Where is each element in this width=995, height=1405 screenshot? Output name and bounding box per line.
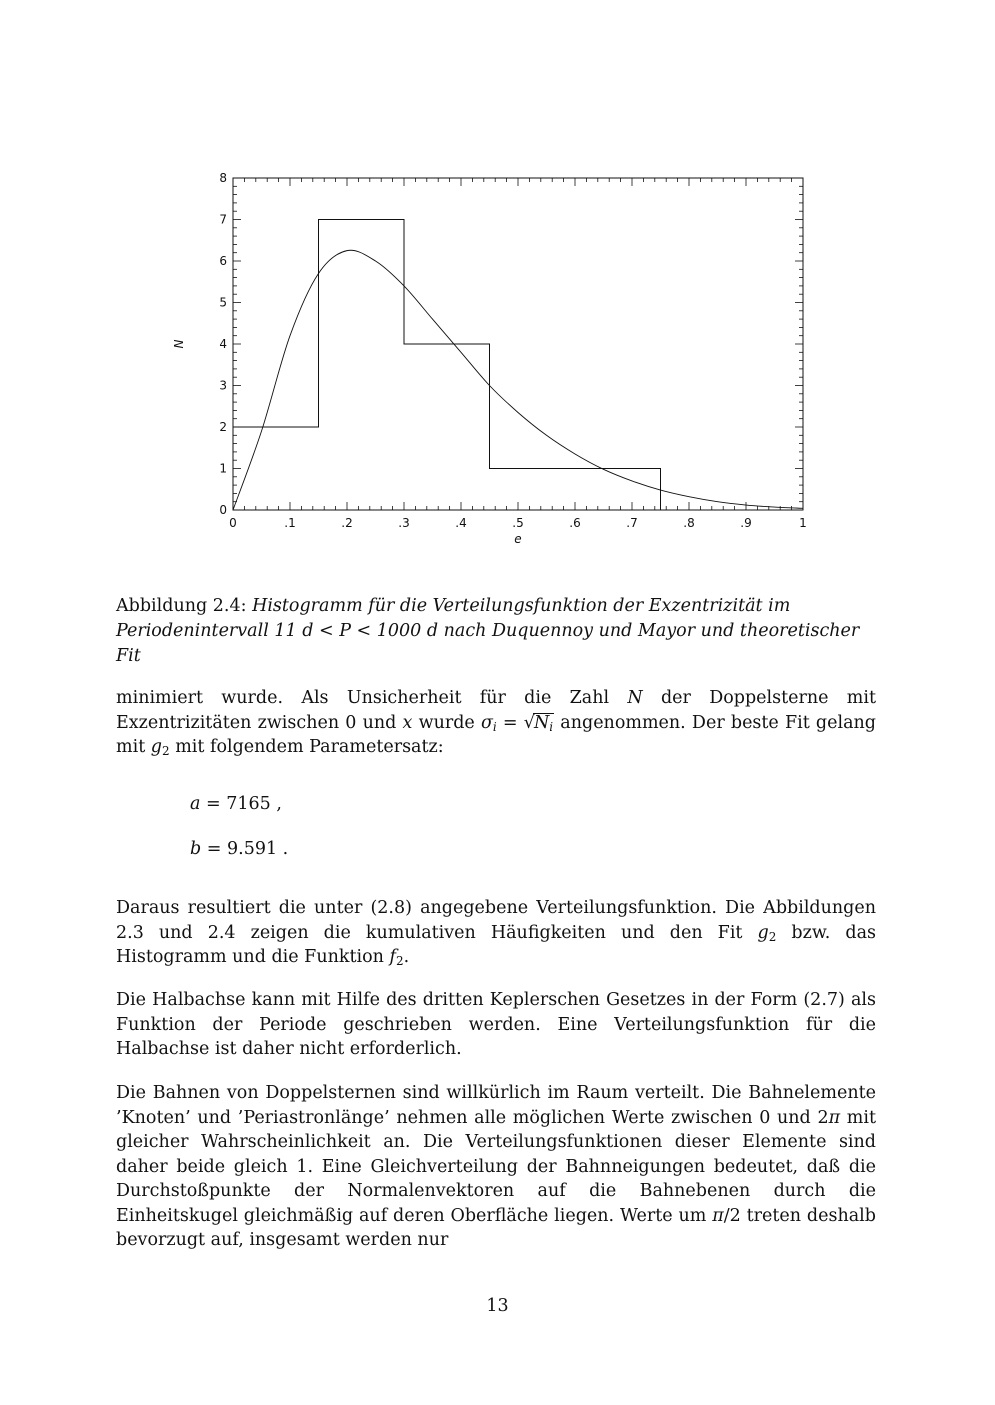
p1-math-sigma-sub: i xyxy=(492,719,497,734)
y-tick-label: 4 xyxy=(219,337,227,351)
p2-text-1: Daraus resultiert die unter (2.8) angegebene Verteilungsfunktion. Die Abbildungen 2.3 und 2.4 zeigen die kumulativen Häufigkeiten und den Fit xyxy=(116,898,876,943)
paragraph-3: Die Halbachse kann mit Hilfe des dritten Keplerschen Gesetzes in der Form (2.7) als Funktion der Periode geschrieben werden. Eine Verteilungsfunktion für die Halbachse ist daher nicht erforderlich. xyxy=(116,990,876,1059)
x-tick-label: .3 xyxy=(398,516,410,530)
p4-text-3: /2 treten deshalb bevorzugt auf, insgesamt werden nur xyxy=(116,1205,876,1250)
sqrt-body xyxy=(533,713,554,732)
p4-math-pi-1: π xyxy=(828,1107,841,1128)
x-tick-label: .5 xyxy=(512,516,524,530)
y-tick-label: 6 xyxy=(219,254,227,268)
p1-math-x: x xyxy=(402,712,413,733)
p1-text-4: = xyxy=(496,712,524,733)
x-tick-label: .9 xyxy=(740,516,752,530)
p1-math-sigma: σ xyxy=(480,712,493,733)
p2-math-f-sub: 2 xyxy=(395,954,404,968)
p1-text-2: der Doppelsterne mit Exzentrizitäten zwischen 0 und xyxy=(116,688,876,733)
p1-math-Ni: N xyxy=(533,712,550,733)
x-tick-label: .7 xyxy=(626,516,638,530)
equation-a xyxy=(190,794,282,814)
y-axis-label: N xyxy=(172,339,186,349)
x-tick-label: .6 xyxy=(569,516,581,530)
caption-label: Abbildung 2.4: xyxy=(116,596,247,616)
p4-math-pi-2: π xyxy=(712,1205,724,1226)
p2-math-g: g xyxy=(757,922,769,943)
eq-b-rest: = 9.591 . xyxy=(201,839,289,859)
x-tick-label: .4 xyxy=(455,516,467,530)
p2-text-2: bzw. das Histogramm und die Funktion xyxy=(116,922,876,967)
p2-math-g-sub: 2 xyxy=(768,929,777,944)
p1-text-3: wurde xyxy=(412,712,481,733)
p1-text-5: angenommen. Der beste Fit gelang mit xyxy=(116,712,876,757)
histogram-figure xyxy=(165,165,825,555)
y-tick-label: 2 xyxy=(219,420,227,434)
p2-math-f: f xyxy=(389,947,396,967)
y-tick-label: 0 xyxy=(219,503,227,517)
paragraph-1 xyxy=(116,686,876,760)
y-tick-label: 7 xyxy=(219,212,227,227)
eq-b-var: b xyxy=(190,839,202,859)
y-tick-label: 1 xyxy=(219,461,227,476)
p4-text-2: mit gleicher Wahrscheinlichkeit an. Die Verteilungsfunktionen dieser Elemente sind daher beide gleich 1. Eine Gleichverteilung der Bahnneigungen bedeutet, daß die Durchstoßpunkte der Normalenvektoren auf die Bahnebenen durch die Einheitskugel gleichmäßig auf deren Oberfläche liegen. Werte um xyxy=(116,1107,876,1226)
y-tick-label: 3 xyxy=(219,378,227,393)
x-axis-label: e xyxy=(514,532,522,546)
p1-math-g-sub: 2 xyxy=(162,744,170,758)
paragraph-2 xyxy=(116,896,876,970)
p1-math-N: N xyxy=(627,688,643,708)
p1-text-6: mit folgendem Parametersatz: xyxy=(169,737,444,757)
y-tick-label: 5 xyxy=(219,295,227,310)
p1-math-Ni-sub: i xyxy=(549,719,554,734)
x-tick-label: .8 xyxy=(683,516,695,530)
y-tick-label: 8 xyxy=(219,171,227,185)
histogram-bars xyxy=(233,220,661,511)
paragraph-4 xyxy=(116,1081,876,1253)
sqrt-sign: √ xyxy=(523,712,535,733)
p1-math-g: g xyxy=(150,737,162,757)
figure-caption xyxy=(116,594,876,669)
x-tick-label: .2 xyxy=(341,516,353,530)
eq-a-rest: = 7165 , xyxy=(200,794,282,814)
x-tick-label: 1 xyxy=(799,516,807,530)
p2-text-3: . xyxy=(403,947,410,967)
page-number: 13 xyxy=(486,1296,509,1316)
caption-text: Histogramm für die Verteilungsfunktion der Exzentrizität im Periodenintervall 11 d < P < 1000 d nach Duquennoy und Mayor und theoretischer Fit xyxy=(116,596,860,666)
equation-b xyxy=(190,839,288,859)
p4-text-1: Die Bahnen von Doppelsternen sind willkürlich im Raum verteilt. Die Bahnelemente ’Knoten’ und ’Periastronlänge’ nehmen alle möglichen Werte zwischen 0 und 2 xyxy=(116,1083,876,1128)
x-tick-label: .1 xyxy=(284,516,296,530)
x-tick-label: 0 xyxy=(229,516,237,530)
eq-a-var: a xyxy=(190,794,201,814)
p1-text-1: minimiert wurde. Als Unsicherheit für die Zahl xyxy=(116,688,628,708)
histogram-outline xyxy=(233,220,661,511)
tick-labels xyxy=(219,171,806,530)
